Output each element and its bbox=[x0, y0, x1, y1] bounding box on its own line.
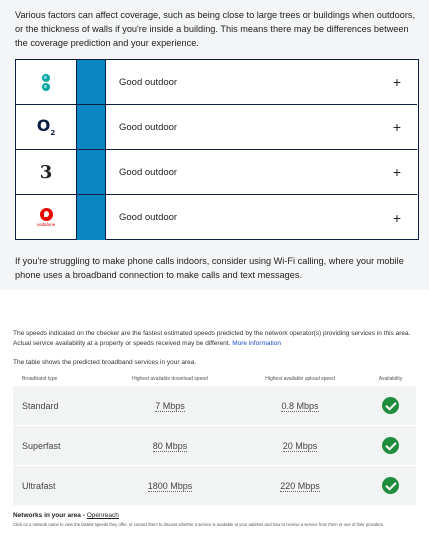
three-logo: 3 bbox=[16, 150, 77, 194]
header-upload-speed: Highest available upload speed bbox=[265, 376, 335, 382]
networks-section bbox=[13, 512, 417, 527]
header-broadband-type: Broadband type bbox=[22, 376, 58, 382]
header-download-speed: Highest available download speed bbox=[132, 376, 208, 382]
coverage-bar bbox=[77, 105, 106, 149]
vodafone-speechmark-icon bbox=[40, 208, 53, 221]
openreach-link[interactable]: Openreach bbox=[86, 512, 119, 519]
download-speed[interactable]: 1800 Mbps bbox=[147, 480, 193, 491]
download-speed[interactable]: 80 Mbps bbox=[152, 440, 188, 451]
upload-speed[interactable]: 220 Mbps bbox=[280, 480, 320, 491]
more-information-link[interactable]: More information bbox=[232, 340, 281, 347]
vodafone-logo: vodafone bbox=[16, 195, 77, 240]
upload-speed[interactable]: 0.8 Mbps bbox=[281, 400, 319, 411]
coverage-table bbox=[15, 59, 419, 240]
coverage-row-vodafone[interactable] bbox=[16, 195, 417, 240]
available-check-icon bbox=[382, 397, 399, 414]
broadband-table-header bbox=[13, 372, 416, 386]
broadband-table-caption: The table shows the predicted broadband services in your area. bbox=[13, 359, 197, 366]
wifi-calling-text: If you're struggling to make phone calls indoors, consider using Wi-Fi calling, where your mobile phone uses a broadband connection to make calls and text messages. bbox=[15, 256, 404, 280]
header-availability: Availability bbox=[378, 376, 403, 382]
expand-plus-icon[interactable]: + bbox=[392, 209, 402, 226]
coverage-label: Good outdoor bbox=[119, 76, 178, 88]
broadband-type: Ultrafast bbox=[22, 480, 56, 491]
coverage-row-three[interactable] bbox=[16, 150, 417, 195]
table-row bbox=[13, 426, 416, 466]
broadband-type: Superfast bbox=[22, 440, 61, 451]
table-row bbox=[13, 466, 416, 506]
coverage-bar bbox=[77, 195, 106, 240]
ee-logo: e e bbox=[16, 60, 77, 104]
coverage-row-ee[interactable] bbox=[16, 60, 417, 105]
coverage-bar bbox=[77, 150, 106, 194]
coverage-label: Good outdoor bbox=[119, 166, 178, 178]
coverage-bar bbox=[77, 60, 106, 104]
coverage-intro-text: Various factors can affect coverage, such as being close to large trees or buildings when outdoors, or the thickness of walls if you're inside a building. This means there may be differences between the coverage prediction and your experience. bbox=[15, 10, 416, 48]
broadband-table bbox=[13, 372, 416, 506]
broadband-type: Standard bbox=[22, 400, 59, 411]
coverage-row-o2[interactable] bbox=[16, 105, 417, 150]
available-check-icon bbox=[382, 437, 399, 454]
expand-plus-icon[interactable]: + bbox=[392, 119, 402, 135]
coverage-label: Good outdoor bbox=[119, 121, 178, 133]
o2-logo: $O_2$ bbox=[16, 105, 77, 149]
networks-note: Click on a network name to view the fastest speeds they offer, or contact them to discuss whether a service is available at your address and how to receive a service from them or one of their providers. bbox=[13, 522, 385, 527]
available-check-icon bbox=[382, 477, 399, 494]
networks-title: Networks in your area - Openreach bbox=[13, 512, 119, 519]
expand-plus-icon[interactable]: + bbox=[392, 164, 402, 180]
expand-plus-icon[interactable]: + bbox=[392, 74, 402, 90]
table-row bbox=[13, 386, 416, 426]
upload-speed[interactable]: 20 Mbps bbox=[282, 440, 318, 451]
download-speed[interactable]: 7 Mbps bbox=[155, 400, 185, 411]
speeds-intro-text: The speeds indicated on the checker are the fastest estimated speeds predicted by the network operator(s) providing services in this area. Actual service availability at a property or speeds received may be different. More information bbox=[13, 330, 411, 347]
coverage-label: Good outdoor bbox=[119, 212, 178, 223]
